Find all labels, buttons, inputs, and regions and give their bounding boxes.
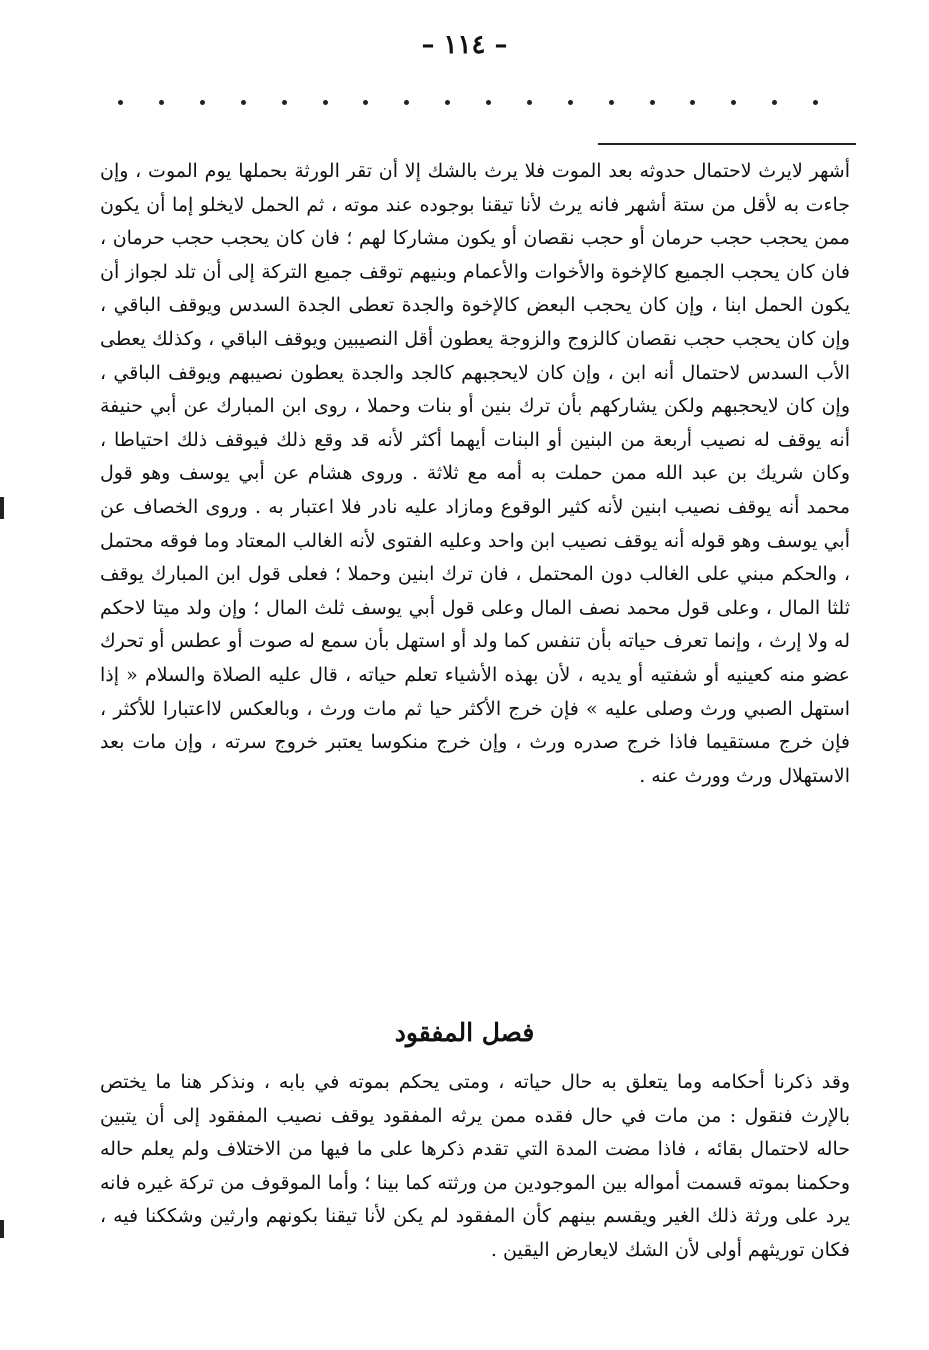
margin-mark <box>0 1220 4 1238</box>
separator-dot <box>609 100 614 105</box>
separator-dot <box>690 100 695 105</box>
separator-dot <box>200 100 205 105</box>
separator-dot <box>568 100 573 105</box>
body-paragraph: أشهر لايرث لاحتمال حدوثه بعد الموت فلا يرث بالشك إلا أن تقر الورثة بحملها يوم الموت ، وإن جاءت به لأقل من ستة أشهر فانه يرث لأنا تيقنا بوجوده عند موته ، ثم الحمل لايخلو إما أن يكون ممن يحجب حجب حرمان أو حجب نقصان أو يكون مشاركا لهم ؛ فان كان يحجب حجب حرمان ، فان كان يحجب الجميع كالإخوة والأخوات والأعمام وبنيهم توقف جميع التركة إلى أن تلد لجواز أن يكون الحمل ابنا ، وإن كان يحجب البعض كالإخوة والجدة تعطى الجدة السدس ويوقف الباقي ، وإن كان يحجب حجب نقصان كالزوج والزوجة يعطون أقل النصيبين ويوقف الباقي ، وكذلك يعطى الأب السدس لاحتمال أنه ابن ، وإن كان لايحجبهم كالجد والجدة يعطون نصيبهم ويوقف الباقي ، وإن كان لايحجبهم ولكن يشاركهم بأن ترك بنين أو بنات وحملا ، روى ابن المبارك عن أبي حنيفة أنه يوقف له نصيب أربعة من البنين أو البنات أيهما أكثر لأنه قد وقع ذلك فيوقف ذلك احتياطا ، وكان شريك بن عبد الله ممن حملت به أمه مع ثلاثة . وروى هشام عن أبي يوسف وهو قول محمد أنه يوقف نصيب ابنين لأنه كثير الوقوع ومازاد عليه نادر فلا اعتبار به . وروى الخصاف عن أبي يوسف وهو قوله أنه يوقف نصيب ابن واحد وعليه الفتوى لأنه الغالب المعتاد وما فوقه محتمل ، والحكم مبني على الغالب دون المحتمل ، فان ترك ابنين وحملا ؛ فعلى قول ابن المبارك يوقف ثلثا المال ، وعلى قول محمد نصف المال وعلى قول أبي يوسف ثلث المال ؛ وإن ولد ميتا لاحكم له ولا إرث ، وإنما تعرف حياته بأن تنفس كما ولد أو استهل بأن سمع له صوت أو عطس أو تحرك عضو منه كعينيه أو شفتيه أو يديه ، لأن بهذه الأشياء تعلم حياته ، قال عليه الصلاة والسلام « إذا استهل الصبي ورث وصلى عليه » فإن خرج الأكثر حيا ثم مات ورث ، وبالعكس لااعتبارا للأكثر ، فإن خرج مستقيما فاذا خرج صدره ورث ، وإن خرج منكوسا يعتبر خروج سرته ، وإن مات بعد الاستهلال ورث وورث عنه . <box>100 160 850 787</box>
separator-dot <box>159 100 164 105</box>
separator-dot <box>118 100 123 105</box>
separator-dot <box>650 100 655 105</box>
separator-dot <box>486 100 491 105</box>
separator-dot <box>527 100 532 105</box>
header-rule <box>598 143 856 145</box>
separator-dot <box>282 100 287 105</box>
separator-dot <box>731 100 736 105</box>
separator-dot <box>445 100 450 105</box>
dotted-separator <box>118 100 818 105</box>
separator-dot <box>813 100 818 105</box>
section-heading: فصل المفقود <box>394 1018 535 1047</box>
separator-dot <box>323 100 328 105</box>
separator-dot <box>241 100 246 105</box>
margin-mark <box>0 497 4 519</box>
page-number: – ١١٤ – <box>421 30 508 60</box>
separator-dot <box>404 100 409 105</box>
separator-dot <box>772 100 777 105</box>
separator-dot <box>363 100 368 105</box>
body-paragraph: وقد ذكرنا أحكامه وما يتعلق به حال حياته ، ومتى يحكم بموته في بابه ، ونذكر هنا ما يختص بالإرث فنقول : من مات في حال فقده ممن يرثه المفقود يوقف نصيب المفقود إلى أن يتبين حاله لاحتمال بقائه ، فاذا مضت المدة التي تقدم ذكرها على ما فيها من الاختلاف ولم يعلم حاله وحكمنا بموته قسمت أمواله بين الموجودين من ورثته كما بينا ؛ وأما الموقوف من تركة غيره فانه يرد على ورثة ذلك الغير ويقسم بينهم كأن المفقود لم يكن لأنا تيقنا بكونهم وارثين وشككنا فيه ، فكان توريثهم أولى لأن الشك لايعارض اليقين . <box>100 1071 850 1261</box>
